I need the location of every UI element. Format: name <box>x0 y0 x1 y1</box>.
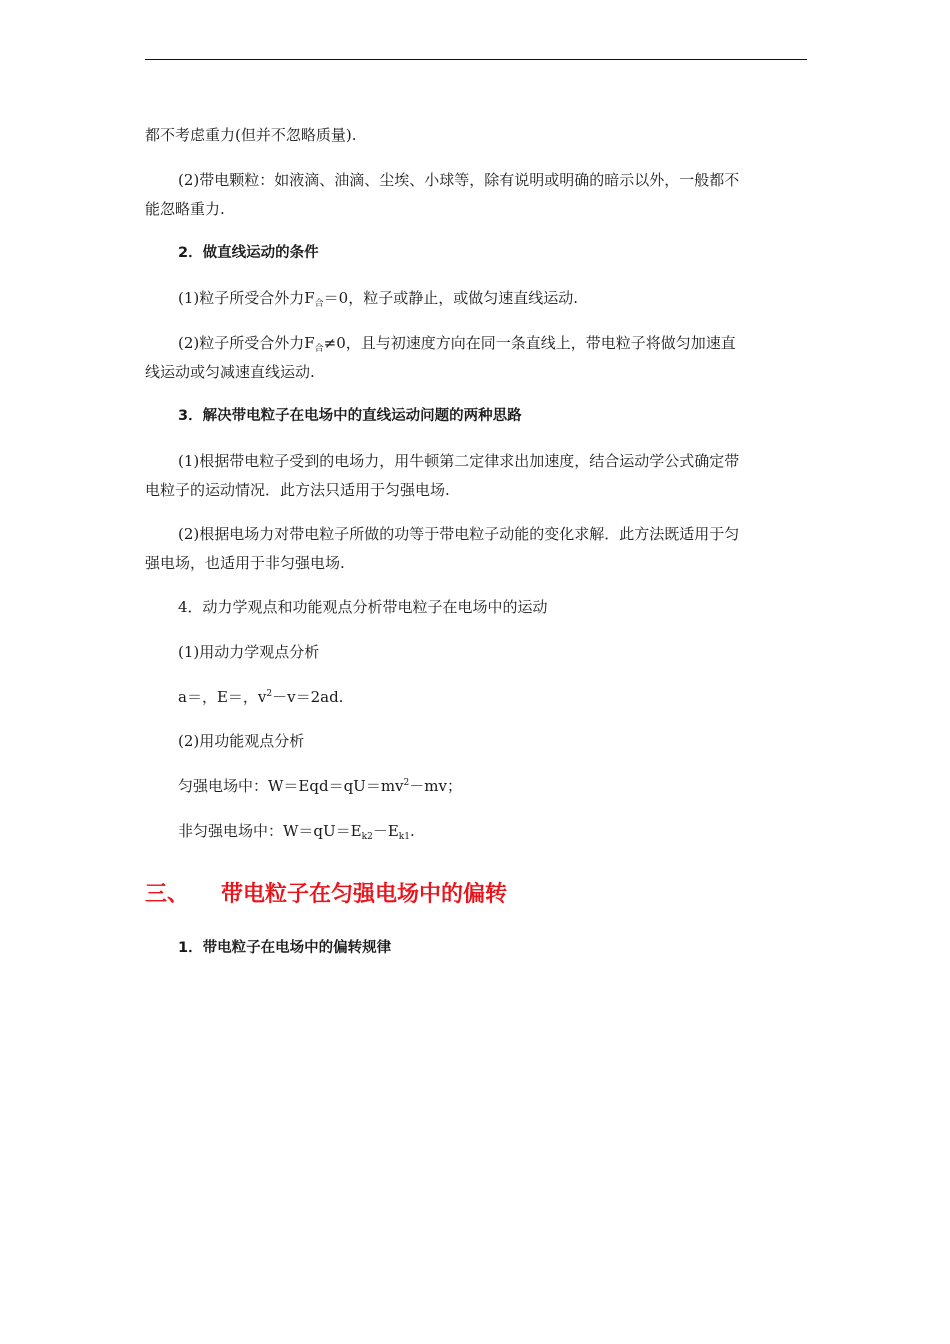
formula-nonuniform-pre: 非匀强电场中：W＝qU＝E <box>178 822 362 840</box>
condition-2-sub: 合 <box>314 344 324 354</box>
condition-1-sub: 合 <box>314 299 324 309</box>
header-rule <box>145 59 807 60</box>
condition-2-post: ≠0，且与初速度方向在同一条直线上，带电粒子将做匀加速直 <box>323 334 736 352</box>
heading-dynamics-energy: 4．动力学观点和功能观点分析带电粒子在电场中的运动 <box>178 598 548 616</box>
formula-uniform-sup: 2 <box>403 778 410 788</box>
formula-kinematics <box>178 687 807 710</box>
section-title-deflection <box>145 880 507 910</box>
method-1: (1)根据带电粒子受到的电场力，用牛顿第二定律求出加速度，结合运动学公式确定带 <box>178 452 740 470</box>
heading-deflection-rules: 1．带电粒子在电场中的偏转规律 <box>178 940 392 956</box>
paragraph-charged-particles: (2)带电颗粒：如液滴、油滴、尘埃、小球等，除有说明或明确的暗示以外，一般都不 <box>178 171 740 189</box>
heading-two-approaches: 3．解决带电粒子在电场中的直线运动问题的两种思路 <box>178 408 522 424</box>
formula-uniform-pre: 匀强电场中：W＝Eqd＝qU＝mv <box>178 777 404 795</box>
formula-uniform-field <box>178 776 807 799</box>
dynamics-view: (1)用动力学观点分析 <box>178 643 320 661</box>
section-title-text: 带电粒子在匀强电场中的偏转 <box>221 882 508 907</box>
condition-1 <box>178 288 807 311</box>
heading-linear-motion-conditions: 2．做直线运动的条件 <box>178 245 319 261</box>
condition-1-pre: (1)粒子所受合外力F <box>178 289 315 307</box>
condition-1-post: ＝0，粒子或静止，或做匀速直线运动. <box>323 289 578 307</box>
formula-nonuniform-sub2: k1 <box>398 832 410 842</box>
method-2: (2)根据电场力对带电粒子所做的功等于带电粒子动能的变化求解．此方法既适用于匀 <box>178 525 740 543</box>
paragraph-gravity-note: 都不考虑重力(但并不忽略质量). <box>145 126 357 144</box>
energy-view: (2)用功能观点分析 <box>178 732 305 750</box>
condition-2-cont: 线运动或匀减速直线运动. <box>145 363 315 381</box>
condition-2-pre: (2)粒子所受合外力F <box>178 334 315 352</box>
formula-kinematics-post: －v＝2ad. <box>272 688 344 706</box>
formula-uniform-post: －mv； <box>409 777 462 795</box>
condition-2 <box>178 333 807 356</box>
formula-nonuniform-post: . <box>409 822 415 840</box>
formula-nonuniform-mid: －E <box>372 822 399 840</box>
paragraph-charged-particles-cont: 能忽略重力. <box>145 200 225 218</box>
section-number: 三、 <box>145 882 190 907</box>
formula-nonuniform-field <box>178 821 807 844</box>
formula-kinematics-sup: 2 <box>266 689 273 699</box>
method-1-cont: 电粒子的运动情况．此方法只适用于匀强电场. <box>145 481 450 499</box>
method-2-cont: 强电场，也适用于非匀强电场. <box>145 554 345 572</box>
formula-nonuniform-sub1: k2 <box>361 832 373 842</box>
formula-kinematics-pre: a＝，E＝，v <box>178 688 267 706</box>
